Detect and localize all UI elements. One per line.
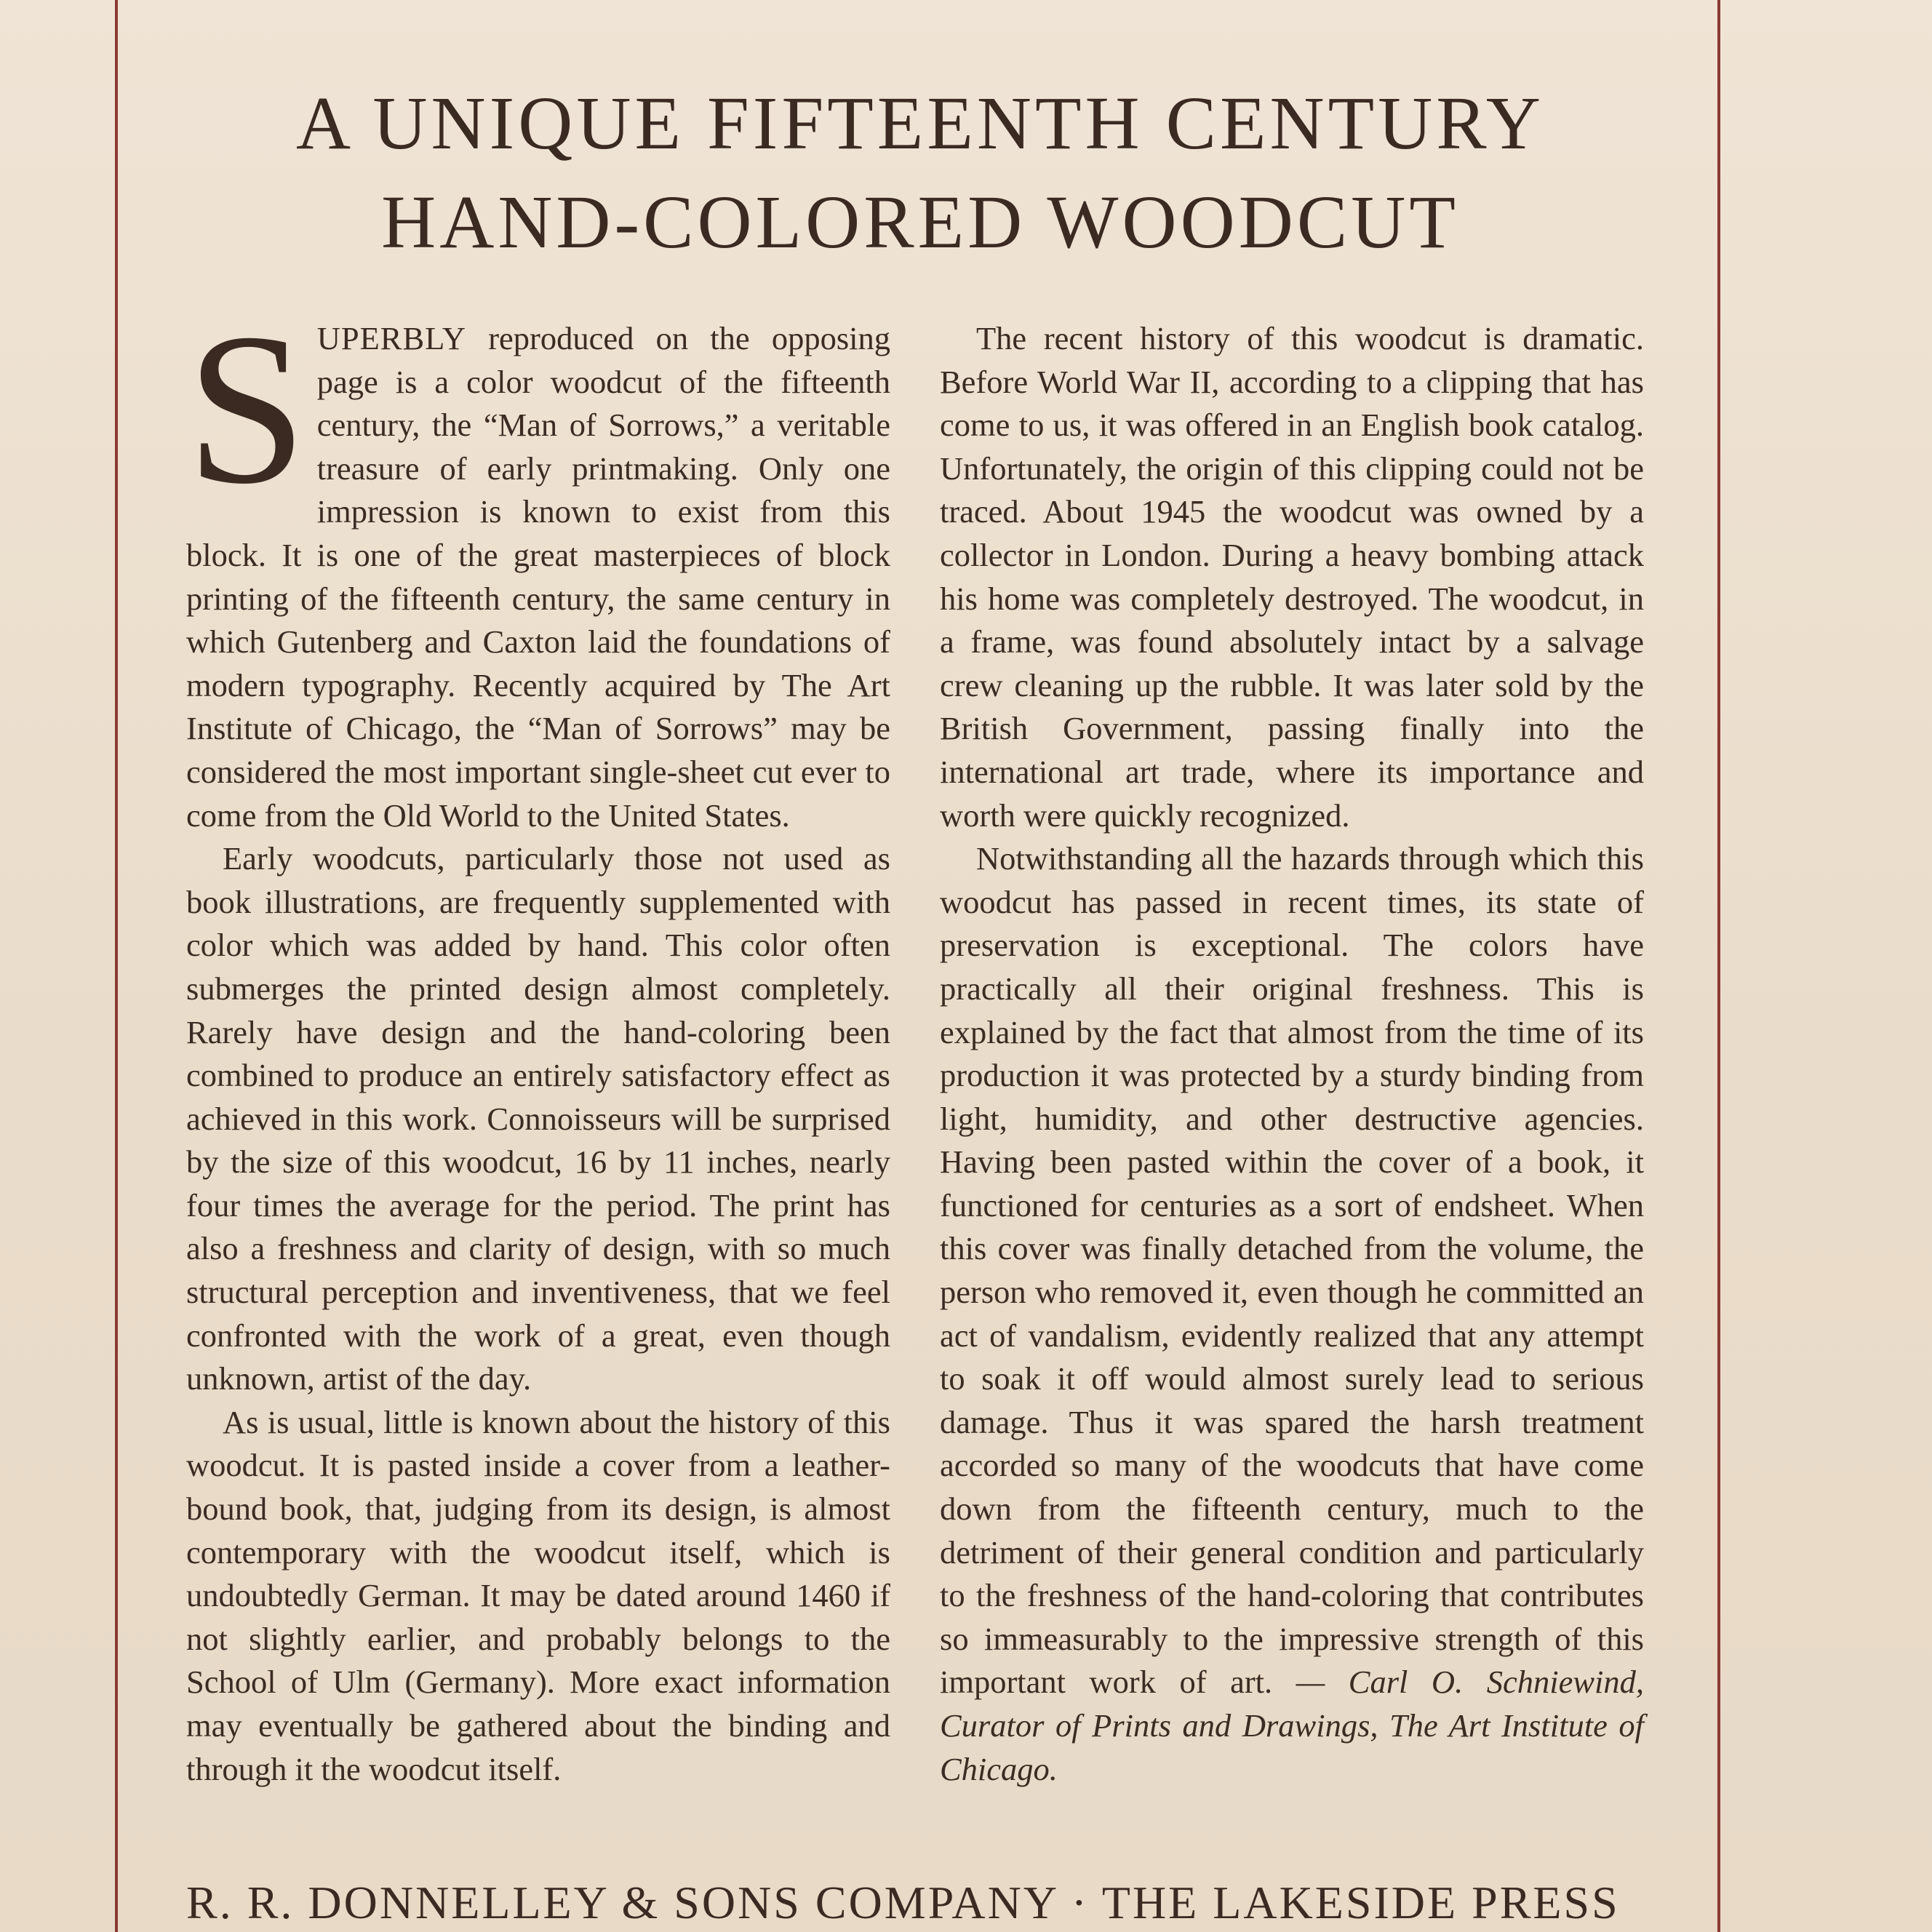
drop-cap: S [186, 289, 307, 529]
left-text-column [186, 289, 890, 1791]
right-paragraph-2 [940, 837, 1644, 1791]
publisher-footer: R. R. DONNELLEY & SONS COMPANY · THE LAKESIDE PRESS [186, 1877, 1620, 1928]
left-paragraph-1 [186, 289, 890, 837]
left-paragraph-1-text: reproduced on the opposing page is a color woodcut of the fifteenth century, the “Man of Sorrows,” a veritable treasure of early printmaking. Only one impression is known to exist from this block. It is one of the great masterpieces of block printing of the fifteenth century, the same century in which Gutenberg and Caxton laid the foundations of modern typography. Recently acquired by The Art Institute of Chicago, the “Man of Sorrows” may be considered the most important single-sheet cut ever to come from the Old World to the United States. [186, 320, 890, 834]
right-border-rule [1717, 0, 1720, 1932]
right-paragraph-2-text: Notwithstanding all the hazards through which this woodcut has passed in recent times, its state of preservation is exceptional. The colors have practically all their original freshness. This is explained by the fact that almost from the time of its production it was protected by a sturdy binding from light, humidity, and other destructive agencies. Having been pasted within the cover of a book, it functioned for centuries as a sort of endsheet. When this cover was finally detached from the volume, the person who removed it, even though he committed an act of vandalism, evidently realized that any attempt to soak it off would almost surely lead to serious damage. Thus it was spared the harsh treatment accorded so many of the woodcuts that have come down from the fifteenth century, much to the detriment of their general condition and particularly to the freshness of the hand-coloring that contributes so immeasurably to the impressive strength of this important work of art. [940, 840, 1644, 1701]
author-byline: — Carl O. Schniewind, Curator of Prints and Drawings, The Art Institute of Chicago. [940, 1664, 1645, 1787]
page-title [145, 74, 1695, 272]
title-line-1: A UNIQUE FIFTEENTH CENTURY [296, 81, 1544, 165]
lead-caps: UPERBLY [316, 320, 467, 356]
right-paragraph-1: The recent history of this woodcut is dramatic. Before World War II, according to a clipping that has come to us, it was offered in an English book catalog. Unfortunately, the origin of this clipping could not be traced. About 1945 the woodcut was owned by a collector in London. During a heavy bombing attack his home was completely destroyed. The woodcut, in a frame, was found absolutely intact by a salvage crew cleaning up the rubble. It was later sold by the British Government, passing finally into the international art trade, where its importance and worth were quickly recognized. [940, 320, 1644, 834]
left-paragraph-2: Early woodcuts, particularly those not used as book illustrations, are frequently supplemented with color which was added by hand. This color often submerges the printed design almost completely. Rarely have design and the hand-coloring been combined to produce an entirely satisfactory effect as achieved in this work. Connoisseurs will be surprised by the size of this woodcut, 16 by 11 inches, nearly four times the average for the period. The print has also a freshness and clarity of design, with so much structural perception and inventiveness, that we feel confronted with the work of a great, even though unknown, artist of the day. [186, 840, 890, 1397]
left-paragraph-3: As is usual, little is known about the history of this woodcut. It is pasted inside a cover from a leather-bound book, that, judging from its design, is almost contemporary with the woodcut itself, which is undoubtedly German. It may be dated around 1460 if not slightly earlier, and probably belongs to the School of Ulm (Germany). More exact information may eventually be gathered about the binding and through it the woodcut itself. [186, 1403, 890, 1787]
title-line-2: HAND-COLORED WOODCUT [381, 180, 1459, 264]
left-border-rule [115, 0, 118, 1932]
right-text-column [940, 317, 1644, 1791]
